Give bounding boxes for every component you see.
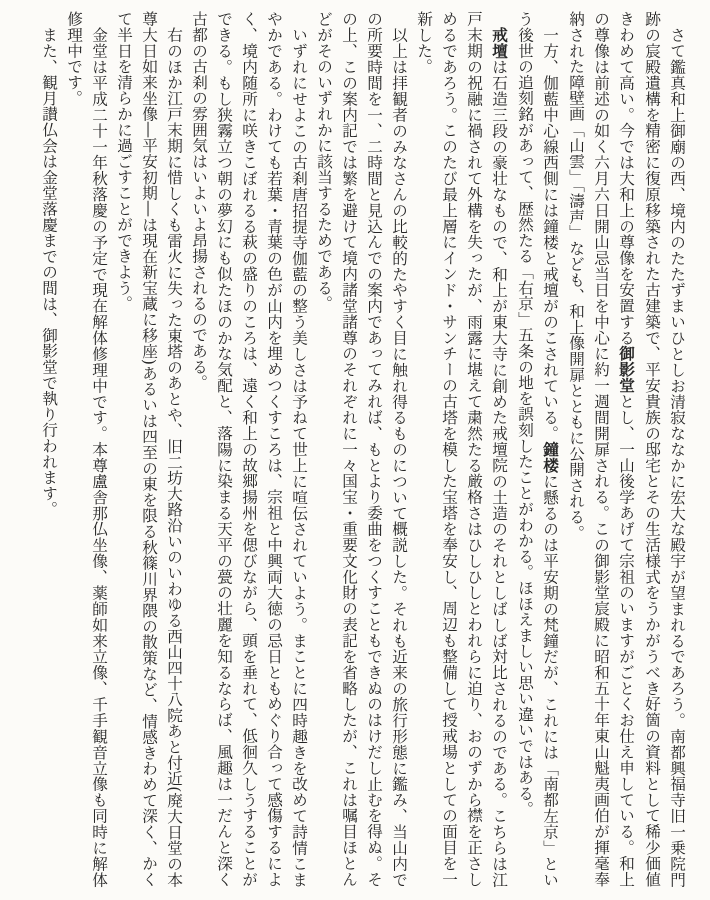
text-run: とし、一山後学あげて宗祖のいますがごとくお仕え申している。和上の尊像は前述の如く六月六日開山忌当日を中心に約一週間開扉される。この御影堂宸殿に昭和五十年東山魁夷画伯が揮毫奉納された障壁画「山雲」「濤声」なども、和上像開扉とともに公開される。 — [567, 11, 635, 887]
text-run: また、観月讃仏会は金堂落慶までの間は、御影堂で執り行われます。 — [40, 26, 58, 517]
text-run: いずれにせよこの古刹唐招提寺伽藍の整う美しさは予ねて世上に喧伝されていよう。まことに四時趣きを改めて詩情こまやかである。わけても若葉・青葉の色が山内を埋めつくすころは、宗祖と中興両大徳の忌日ともめぐり合って感傷するによく、境内随所に咲きこぼれるる萩の盛りのころは、遠く和上の故郷揚州を偲びながら、頭を垂れて、低徊久しうすることができる。もし狭霧立つ朝の夢幻にも似たほのかな気配と、落陽に染まる天平の甍の壮麗を知るならば、風趣は一だんと深く古都の古刹の雰囲気はいよいよ昂揚されるのである。 — [190, 11, 308, 887]
text-run: 右のほか江戸末期に惜しくも雷火に失った東塔のあとや、旧二坊大路沿いのいわゆる西山四十八院あと付近(廃大日堂の本尊大日如来坐像―平安初期―は現在新宝蔵に移座)あるいは四至の東を限る秋篠川界隈の散策など、情感きわめて深く、かくて半日を清らかに過ごすことができよう。 — [115, 11, 183, 887]
paragraph-8 — [36, 11, 61, 887]
paragraph-5 — [186, 11, 311, 887]
paragraph-1 — [563, 11, 689, 887]
text-run: 一方、伽藍中心線西側には鐘楼と戒壇がのこされている。 — [541, 26, 559, 441]
text-run: さて鑑真和上御廟の西、境内のたたずまいひとしお清寂ななかに宏大な殿宇が望まれるであろう。南都興福寺旧一乗院門跡の宸殿遺構を精密に復原移築された古建築で、平安貴族の邸宅とその生活様式をうかがうべき好箇の資料として稀少価値きわめて高い。今では大和上の尊像を安置する — [617, 11, 686, 887]
paragraph-6 — [111, 11, 186, 887]
paragraph-2 — [512, 11, 563, 887]
text-run: 以上は拝観者のみなさんの比較的たやすく目に触れ得るものについて概説した。それも近来の旅行形態に鑑み、当山内での所要時間を一、二時間と見込んでの案内であってみれば、もとより委曲をつくすこともできぬのはけだし止むを得ぬ。その上、この案内記では繁を避けて境内諸堂諸尊のそれぞれに一々国宝・重要文化財の表記を省略したが、これは嘱目ほとんどがそのいずれかに該当するためである。 — [315, 11, 408, 887]
keyword-bold: 戒壇 — [490, 26, 509, 59]
paragraph-4 — [311, 11, 411, 887]
paragraph-7 — [61, 11, 111, 887]
keyword-bold: 御影堂 — [617, 345, 636, 394]
paragraph-3 — [411, 11, 512, 887]
text-run: に懸るのは平安期の梵鐘だが、これには「南都左京」という後世の追刻銘があって、歴然たる「右京」五条の地を誤刻したことがわかる。ほほえましい思い違いではある。 — [516, 11, 559, 887]
keyword-bold: 鐘楼 — [541, 440, 560, 473]
text-run: は石造三段の豪壮なもので、和上が東大寺に創めた戒壇院の土造のそれとしばしば対比されるのである。こちらは江戸末期の祝融に禍されて外構を失ったが、雨露に堪えて粛然たる厳格さはひしひしとわれらに迫り、おのずから襟を正さしめるであろう。このたび最上層にインド・サンチーの古塔を模した宝塔を奉安し、周辺も整備して授戒場としての面目を一新した。 — [415, 11, 508, 887]
text-run: 金堂は平成二十一年秋落慶の予定で現在解体修理中です。本尊盧舎那仏坐像、薬師如来立像、千手観音立像も同時に解体修理中です。 — [65, 11, 108, 887]
